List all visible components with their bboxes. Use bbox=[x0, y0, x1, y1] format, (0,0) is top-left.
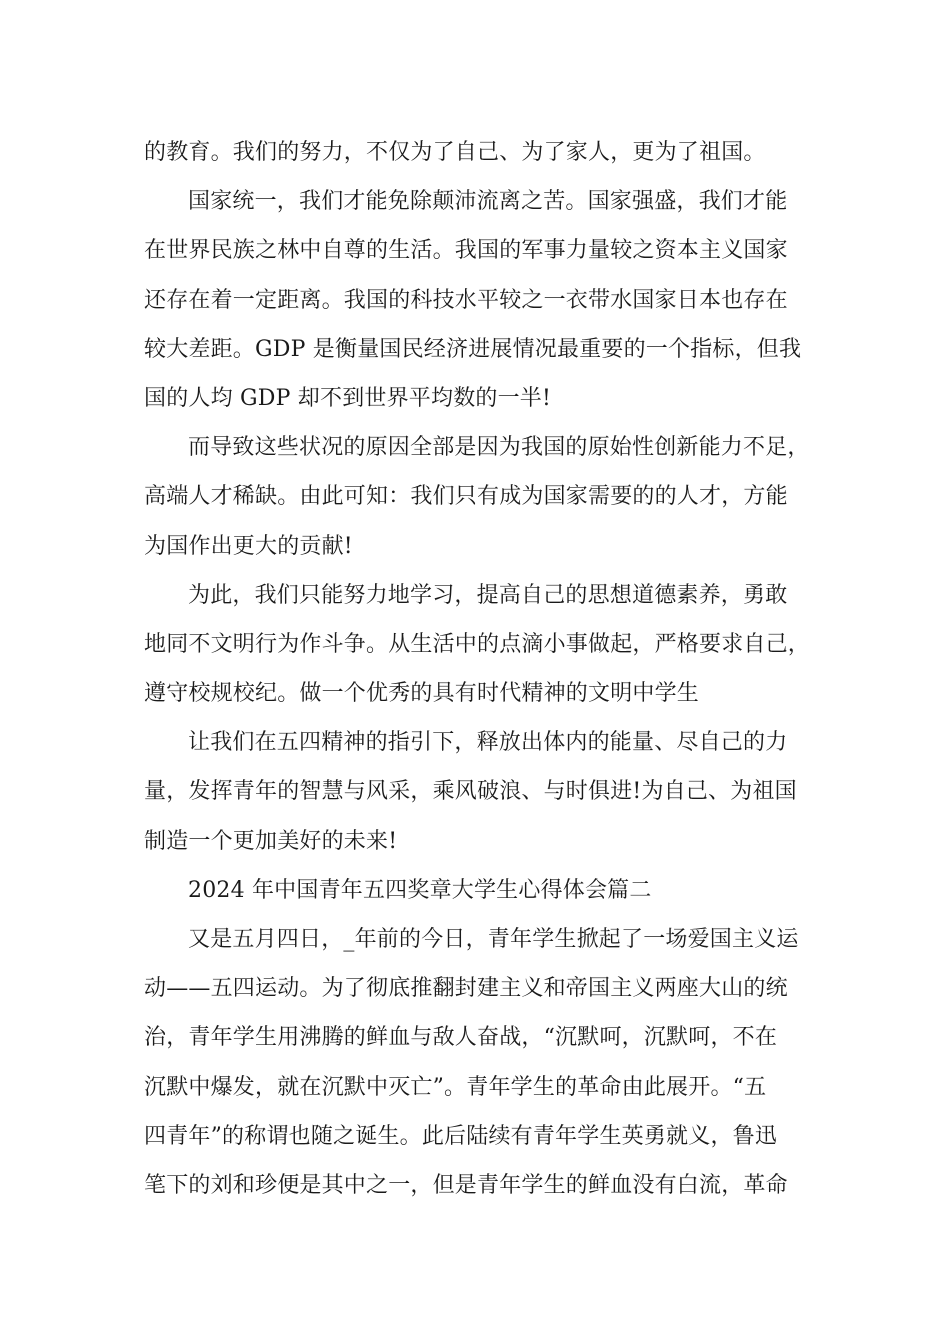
text-line: 笔下的刘和珍便是其中之一，但是青年学生的鲜血没有白流，革命 bbox=[144, 1172, 788, 1198]
text-line: 的教育。我们的努力，不仅为了自己、为了家人，更为了祖国。 bbox=[144, 140, 766, 165]
text-line: 沉默中爆发，就在沉默中灭亡”。青年学生的革命由此展开。“五 bbox=[144, 1074, 767, 1100]
text-line: 动——五四运动。为了彻底推翻封建主义和帝国主义两座大山的统 bbox=[144, 976, 788, 1002]
text-line: 遵守校规校纪。做一个优秀的具有时代精神的文明中学生 bbox=[144, 681, 700, 707]
text-line: 为国作出更大的贡献! bbox=[144, 533, 353, 559]
text-line: 而导致这些状况的原因全部是因为我国的原始性创新能力不足， bbox=[188, 435, 810, 461]
text-line: 量，发挥青年的智慧与风采，乘风破浪、与时俱进!为自己、为祖国 bbox=[144, 779, 797, 805]
text-line: 在世界民族之林中自尊的生活。我国的军事力量较之资本主义国家 bbox=[144, 238, 788, 264]
text-line: 2024 年中国青年五四奖章大学生心得体会篇二 bbox=[188, 877, 652, 903]
text-line: 四青年”的称谓也随之诞生。此后陆续有青年学生英勇就义，鲁迅 bbox=[144, 1123, 778, 1149]
text-line: 为此，我们只能努力地学习，提高自己的思想道德素养，勇敢 bbox=[188, 582, 788, 608]
text-line: 治，青年学生用沸腾的鲜血与敌人奋战，“沉默呵，沉默呵，不在 bbox=[144, 1025, 778, 1051]
text-line: 高端人才稀缺。由此可知：我们只有成为国家需要的的人才，方能 bbox=[144, 484, 788, 510]
text-line: 较大差距。GDP 是衡量国民经济进展情况最重要的一个指标，但我 bbox=[144, 336, 802, 362]
text-line: 国家统一，我们才能免除颠沛流离之苦。国家强盛，我们才能 bbox=[188, 189, 788, 215]
body-text bbox=[144, 128, 824, 1210]
text-line: 国的人均 GDP 却不到世界平均数的一半! bbox=[144, 385, 552, 411]
text-line: 又是五月四日，_年前的今日，青年学生掀起了一场爱国主义运 bbox=[188, 927, 799, 952]
text-line: 制造一个更加美好的未来! bbox=[144, 828, 398, 854]
text-line: 让我们在五四精神的指引下，释放出体内的能量、尽自己的力 bbox=[188, 730, 788, 756]
text-line: 还存在着一定距离。我国的科技水平较之一衣带水国家日本也存在 bbox=[144, 287, 788, 313]
text-line: 地同不文明行为作斗争。从生活中的点滴小事做起，严格要求自己， bbox=[144, 631, 811, 657]
